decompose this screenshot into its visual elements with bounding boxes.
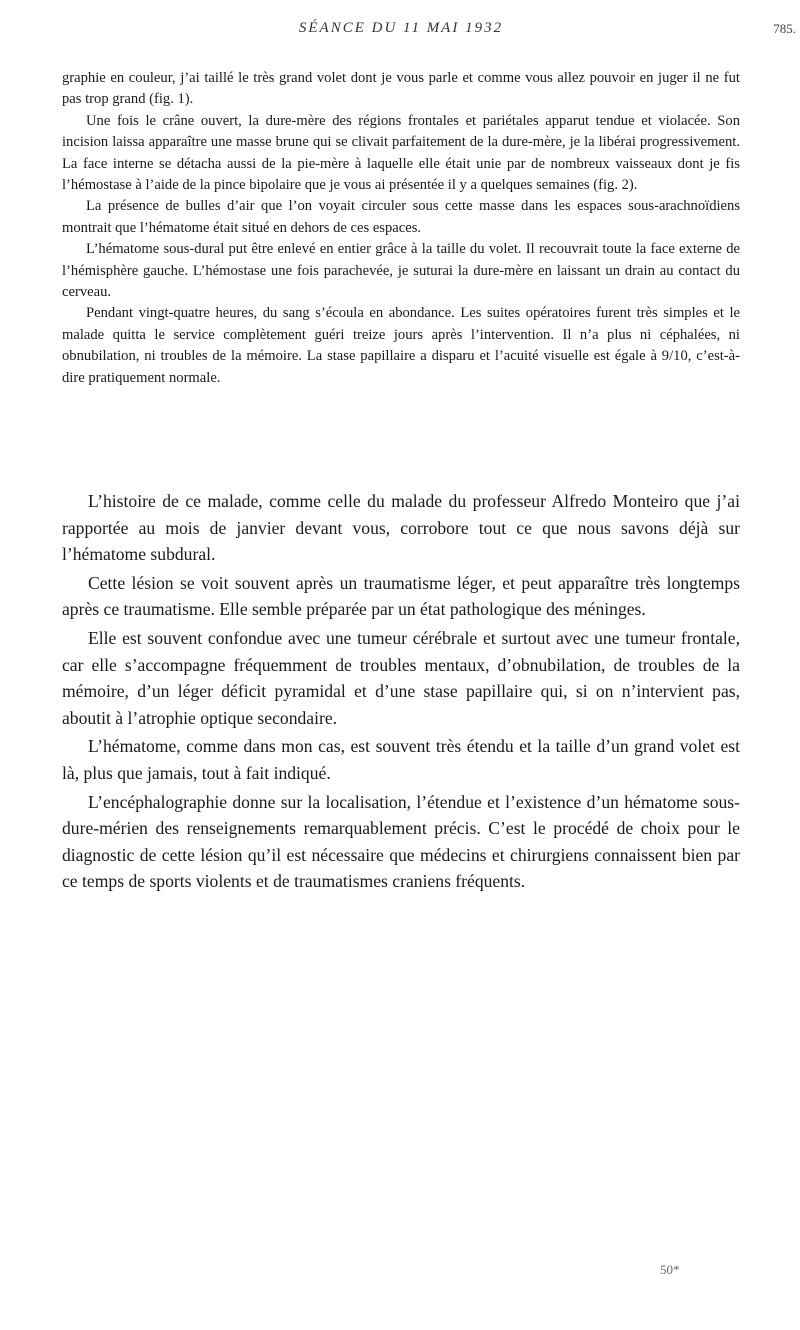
- page-header: [62, 20, 796, 46]
- discussion-text: [62, 488, 740, 895]
- paragraph: L’encéphalographie donne sur la localisation, l’étendue et l’existence d’un hématome sous-dure-mérien des renseignements remarquablement précis. C’est le procédé de choix pour le diagnostic de cette lésion qu’il est nécessaire que médecins et chirurgiens connaissent bien par ce temps de sports violents et de traumatismes craniens fréquents.: [62, 791, 740, 892]
- paragraph: Cette lésion se voit souvent après un traumatisme léger, et peut apparaître très longtemps après ce traumatisme. Elle semble préparée par un état pathologique des méninges.: [62, 572, 740, 620]
- paragraph: graphie en couleur, j’ai taillé le très grand volet dont je vous parle et comme vous allez pouvoir en juger il ne fut pas trop grand (fig. 1).: [62, 70, 740, 108]
- paragraph: Elle est souvent confondue avec une tumeur cérébrale et surtout avec une tumeur frontale, car elle s’accompagne fréquemment de troubles mentaux, d’obnubilation, de troubles de la mémoire, d’un léger déficit pyramidal et d’une stase papillaire qui, si on n’intervient pas, aboutit à l’atrophie optique secondaire.: [62, 627, 740, 728]
- paragraph: La présence de bulles d’air que l’on voyait circuler sous cette masse dans les espaces sous-arachnoïdiens montrait que l’hématome était situé en dehors de ces espaces.: [62, 198, 740, 236]
- paragraph: L’hématome sous-dural put être enlevé en entier grâce à la taille du volet. Il recouvrait toute la face externe de l’hémisphère gauche. L’hémostase une fois parachevée, je suturai la dure-mère en laissant un drain au contact du cerveau.: [62, 241, 740, 301]
- paragraph: L’histoire de ce malade, comme celle du malade du professeur Alfredo Monteiro que j’ai rapportée au mois de janvier devant vous, corrobore tout ce que nous savons déjà sur l’hématome subdural.: [62, 491, 740, 565]
- running-title: SÉANCE DU 11 MAI 1932: [298, 20, 504, 36]
- paragraph: Pendant vingt-quatre heures, du sang s’écoula en abondance. Les suites opératoires furent très simples et le malade quitta le service complètement guéri treize jours après l’intervention. Il n’a plus ni céphalées, ni obnubilation, ni troubles de la mémoire. La stase papillaire a disparu et l’acuité visuelle est égale à 9/10, c’est-à-dire pratiquement normale.: [62, 305, 740, 386]
- paragraph: Une fois le crâne ouvert, la dure-mère des régions frontales et pariétales apparut tendue et violacée. Son incision laissa apparaître une masse brune qui se clivait parfaitement de la dure-mère, je la libérai progressivement. La face interne se détacha aussi de la pie-mère à laquelle elle était unie par de nombreux vaisseaux dont je fis l’hémostase à l’aide de la pince bipolaire que je vous ai présentée il y a quelques semaines (fig. 2).: [62, 112, 740, 194]
- signature-mark: 50*: [660, 1262, 680, 1277]
- paragraph: L’hématome, comme dans mon cas, est souvent très étendu et la taille d’un grand volet est là, plus que jamais, tout à fait indiqué.: [62, 736, 740, 783]
- page-number: 785.: [773, 21, 796, 36]
- case-report-text: [62, 68, 740, 389]
